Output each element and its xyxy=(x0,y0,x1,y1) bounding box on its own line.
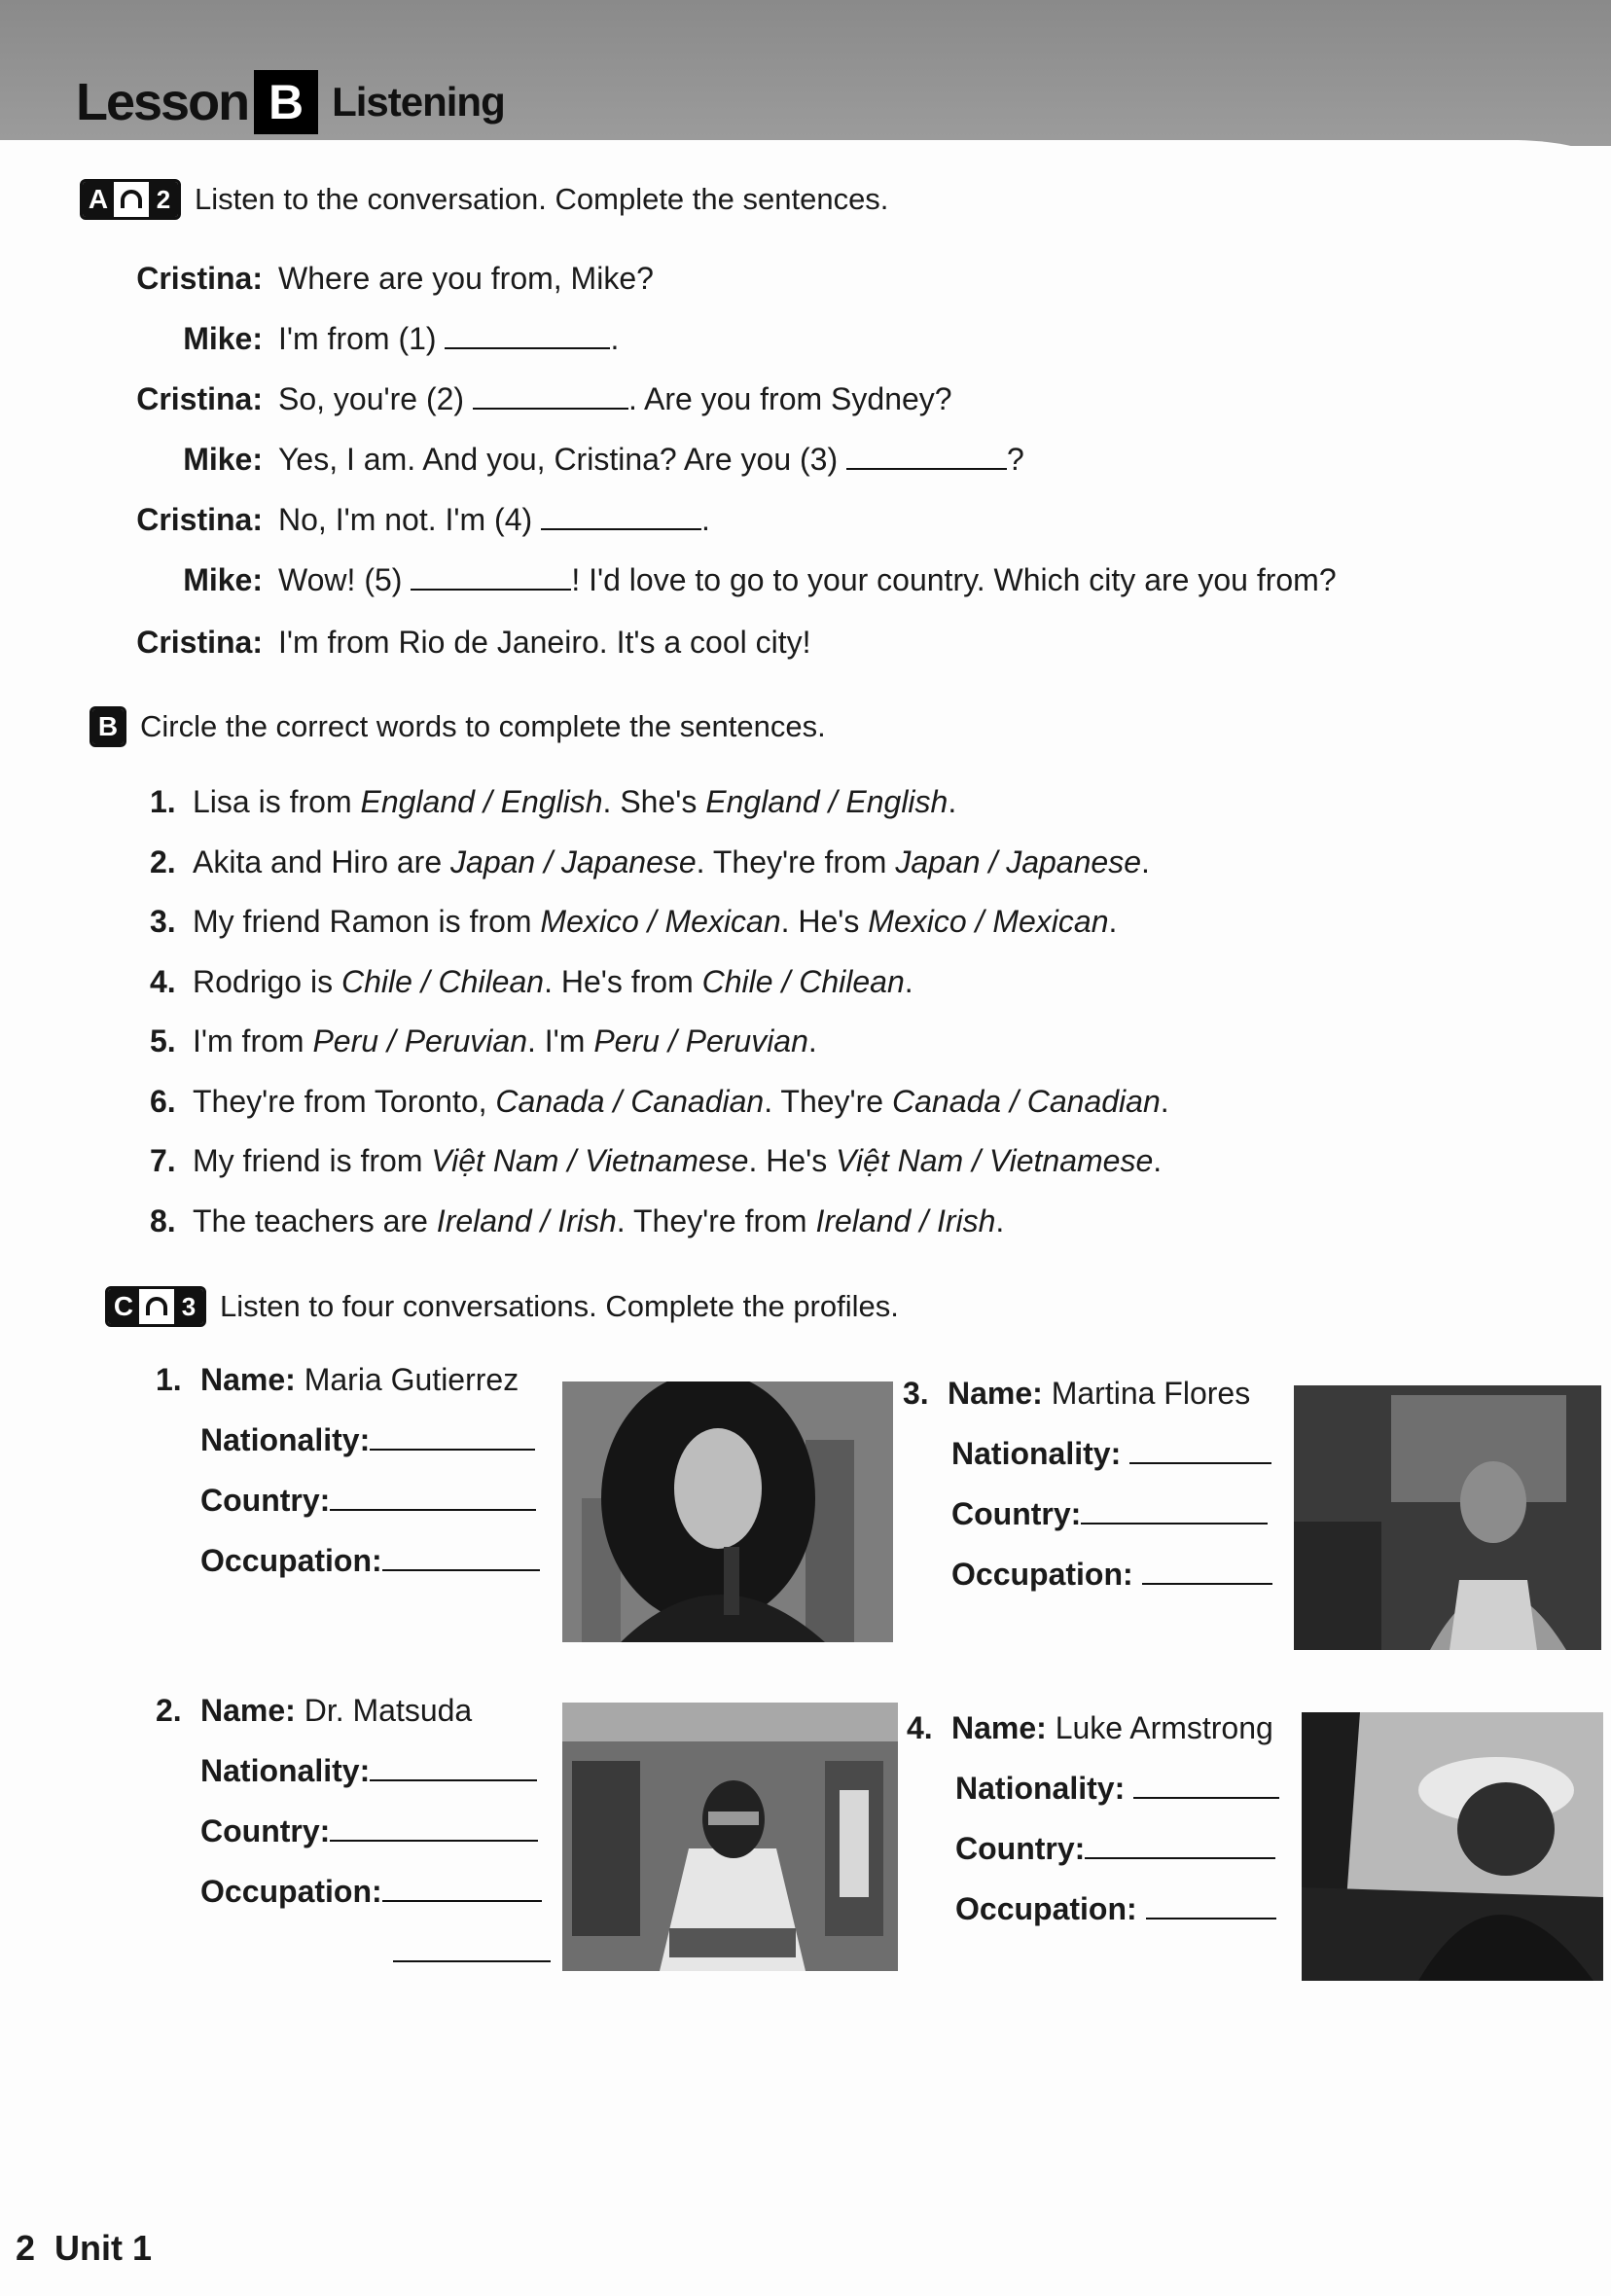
item-text: . xyxy=(1153,1143,1163,1178)
headphones-icon xyxy=(139,1289,174,1324)
dialogue-segment: ? xyxy=(1007,442,1024,477)
photo-waitress xyxy=(1294,1385,1601,1650)
word-choice[interactable]: Peru / Peruvian xyxy=(593,1023,808,1058)
dialogue-line xyxy=(0,502,1459,551)
item-text: . xyxy=(1108,904,1118,939)
item-text: . They're xyxy=(764,1083,892,1119)
dialogue-segment: I'm from Rio de Janeiro. It's a cool city! xyxy=(278,625,811,660)
word-choice[interactable]: Chile / Chilean xyxy=(701,963,905,999)
exercise-a-instruction: A 2 Listen to the conversation. Complete the sentences. xyxy=(80,179,888,220)
item-text: The teachers are xyxy=(193,1202,437,1238)
dialogue-line xyxy=(0,321,1459,370)
item-text: My friend Ramon is from xyxy=(193,904,541,939)
photo-explorer xyxy=(1302,1712,1603,1981)
dialogue-segment: ! I'd love to go to your country. Which city are you from? xyxy=(571,562,1337,597)
speaker-label: Cristina: xyxy=(136,625,263,660)
country-blank[interactable] xyxy=(1085,1832,1275,1859)
dialogue-text xyxy=(278,442,1024,478)
word-choice[interactable]: Việt Nam / Vietnamese xyxy=(431,1143,749,1178)
nationality-blank[interactable] xyxy=(370,1423,535,1451)
dialogue-text xyxy=(278,502,710,538)
section-title: Listening xyxy=(332,79,505,125)
word-choice[interactable]: Japan / Japanese xyxy=(895,843,1141,879)
item-text: . She's xyxy=(602,784,706,819)
word-choice[interactable]: Canada / Canadian xyxy=(891,1083,1161,1119)
word-choice[interactable]: England / English xyxy=(705,784,949,819)
answer-blank[interactable] xyxy=(445,322,610,349)
unit-label: Unit 1 xyxy=(54,2228,153,2268)
exercise-b-item xyxy=(150,1203,1004,1239)
dialogue-line xyxy=(0,442,1459,490)
photo-singer xyxy=(562,1381,893,1642)
dialogue-text xyxy=(278,625,811,661)
speaker-label: Mike: xyxy=(183,562,263,597)
exercise-c-badge: C 3 xyxy=(105,1286,206,1327)
word-choice[interactable]: England / English xyxy=(360,784,603,819)
profile-4: 4. Name: Luke Armstrong Nationality: Country: Occupation: xyxy=(907,1710,1279,1952)
item-text: . He's from xyxy=(544,963,702,999)
speaker-label: Mike: xyxy=(183,442,263,477)
occupation-blank[interactable] xyxy=(1146,1892,1276,1919)
item-number: 4. xyxy=(150,963,176,999)
page-number: 2 xyxy=(16,2228,36,2268)
item-text: My friend is from xyxy=(193,1143,432,1178)
word-choice[interactable]: Canada / Canadian xyxy=(495,1083,765,1119)
answer-blank[interactable] xyxy=(541,503,701,530)
dialogue-text xyxy=(278,261,654,297)
item-number: 7. xyxy=(150,1143,176,1178)
occupation-blank[interactable] xyxy=(1142,1558,1272,1585)
profile-3: 3. Name: Martina Flores Nationality: Country: Occupation: xyxy=(903,1376,1272,1617)
nationality-blank[interactable] xyxy=(1133,1772,1279,1799)
answer-blank[interactable] xyxy=(846,443,1007,470)
item-number: 6. xyxy=(150,1083,176,1119)
answer-blank[interactable] xyxy=(473,382,628,410)
nationality-blank[interactable] xyxy=(1129,1437,1271,1464)
dialogue-line xyxy=(0,261,1459,309)
profile-1: 1. Name: Maria Gutierrez Nationality: Country: Occupation: xyxy=(156,1362,540,1603)
item-number: 1. xyxy=(150,784,176,819)
profile-name: Martina Flores xyxy=(1051,1376,1251,1411)
item-text: Lisa is from xyxy=(193,784,361,819)
country-blank[interactable] xyxy=(330,1814,538,1842)
dialogue-segment: Wow! (5) xyxy=(278,562,412,597)
occupation-blank[interactable] xyxy=(382,1875,542,1902)
item-number: 3. xyxy=(150,904,176,939)
lesson-title xyxy=(76,70,505,134)
speaker-label: Cristina: xyxy=(136,261,263,296)
item-number: 2. xyxy=(150,843,176,879)
word-choice[interactable]: Peru / Peruvian xyxy=(312,1023,527,1058)
speaker-label: Cristina: xyxy=(136,381,263,416)
item-text: They're from Toronto, xyxy=(193,1083,496,1119)
word-choice[interactable]: Chile / Chilean xyxy=(340,963,545,999)
dialogue-line xyxy=(0,381,1459,430)
dialogue-segment: Where are you from, Mike? xyxy=(278,261,654,296)
item-text: Rodrigo is xyxy=(193,963,341,999)
dialogue-segment: So, you're (2) xyxy=(278,381,473,416)
item-text: . xyxy=(807,1023,817,1058)
dialogue-text xyxy=(278,381,952,417)
profile-name: Luke Armstrong xyxy=(1055,1710,1273,1745)
item-text: . xyxy=(904,963,913,999)
item-text: I'm from xyxy=(193,1023,313,1058)
photo-scientist xyxy=(562,1703,898,1971)
occupation-blank-2[interactable] xyxy=(393,1935,551,1962)
item-number: 5. xyxy=(150,1023,176,1058)
dialogue-line xyxy=(0,562,1459,611)
exercise-a-badge: A 2 xyxy=(80,179,181,220)
dialogue-segment: . xyxy=(701,502,710,537)
word-choice[interactable]: Việt Nam / Vietnamese xyxy=(836,1143,1154,1178)
headphones-icon xyxy=(114,182,149,217)
lesson-letter: B xyxy=(254,70,318,134)
speaker-label: Cristina: xyxy=(136,502,263,537)
dialogue-segment: . xyxy=(610,321,620,356)
profile-name: Dr. Matsuda xyxy=(304,1693,473,1728)
page-footer xyxy=(16,2228,152,2269)
occupation-blank[interactable] xyxy=(382,1544,540,1571)
item-text: . xyxy=(1160,1083,1169,1119)
dialogue-line xyxy=(0,625,1459,673)
exercise-b-instruction: B Circle the correct words to complete the sentences. xyxy=(90,706,826,747)
exercise-b-item xyxy=(150,904,1117,940)
exercise-b-item xyxy=(150,1023,817,1059)
item-text: . He's xyxy=(780,904,869,939)
profile-name: Maria Gutierrez xyxy=(304,1362,519,1397)
item-text: . xyxy=(995,1202,1005,1238)
exercise-b-item xyxy=(150,844,1150,880)
word-choice[interactable]: Mexico / Mexican xyxy=(540,904,781,939)
item-text: . I'm xyxy=(527,1023,594,1058)
exercise-c-instruction: C 3 Listen to four conversations. Complete the profiles. xyxy=(105,1286,899,1327)
dialogue-segment: Yes, I am. And you, Cristina? Are you (3) xyxy=(278,442,846,477)
nationality-blank[interactable] xyxy=(370,1754,537,1781)
item-text: Akita and Hiro are xyxy=(193,843,451,879)
exercise-b-item xyxy=(150,1084,1169,1120)
word-choice[interactable]: Ireland / Irish xyxy=(815,1202,996,1238)
item-text: . They're from xyxy=(616,1202,816,1238)
profile-2: 2. Name: Dr. Matsuda Nationality: Country: Occupation: xyxy=(156,1693,551,1994)
exercise-b-item xyxy=(150,964,913,1000)
country-blank[interactable] xyxy=(1081,1497,1268,1525)
country-blank[interactable] xyxy=(330,1484,536,1511)
speaker-label: Mike: xyxy=(183,321,263,356)
header-edge xyxy=(0,134,1611,173)
item-text: . They're from xyxy=(696,843,896,879)
dialogue-text xyxy=(278,562,1337,598)
item-text: . xyxy=(948,784,957,819)
item-text: . He's xyxy=(748,1143,837,1178)
word-choice[interactable]: Ireland / Irish xyxy=(436,1202,617,1238)
word-choice[interactable]: Mexico / Mexican xyxy=(868,904,1109,939)
exercise-b-item xyxy=(150,784,956,820)
dialogue-segment: . Are you from Sydney? xyxy=(627,381,952,416)
dialogue-segment: No, I'm not. I'm (4) xyxy=(278,502,542,537)
dialogue-text xyxy=(278,321,619,357)
lesson-word: Lesson xyxy=(76,73,249,131)
answer-blank[interactable] xyxy=(411,563,571,591)
exercise-b-badge: B xyxy=(90,706,126,747)
item-number: 8. xyxy=(150,1202,176,1238)
item-text: . xyxy=(1140,843,1150,879)
word-choice[interactable]: Japan / Japanese xyxy=(450,843,697,879)
dialogue-segment: I'm from (1) xyxy=(278,321,446,356)
exercise-b-item xyxy=(150,1143,1162,1179)
